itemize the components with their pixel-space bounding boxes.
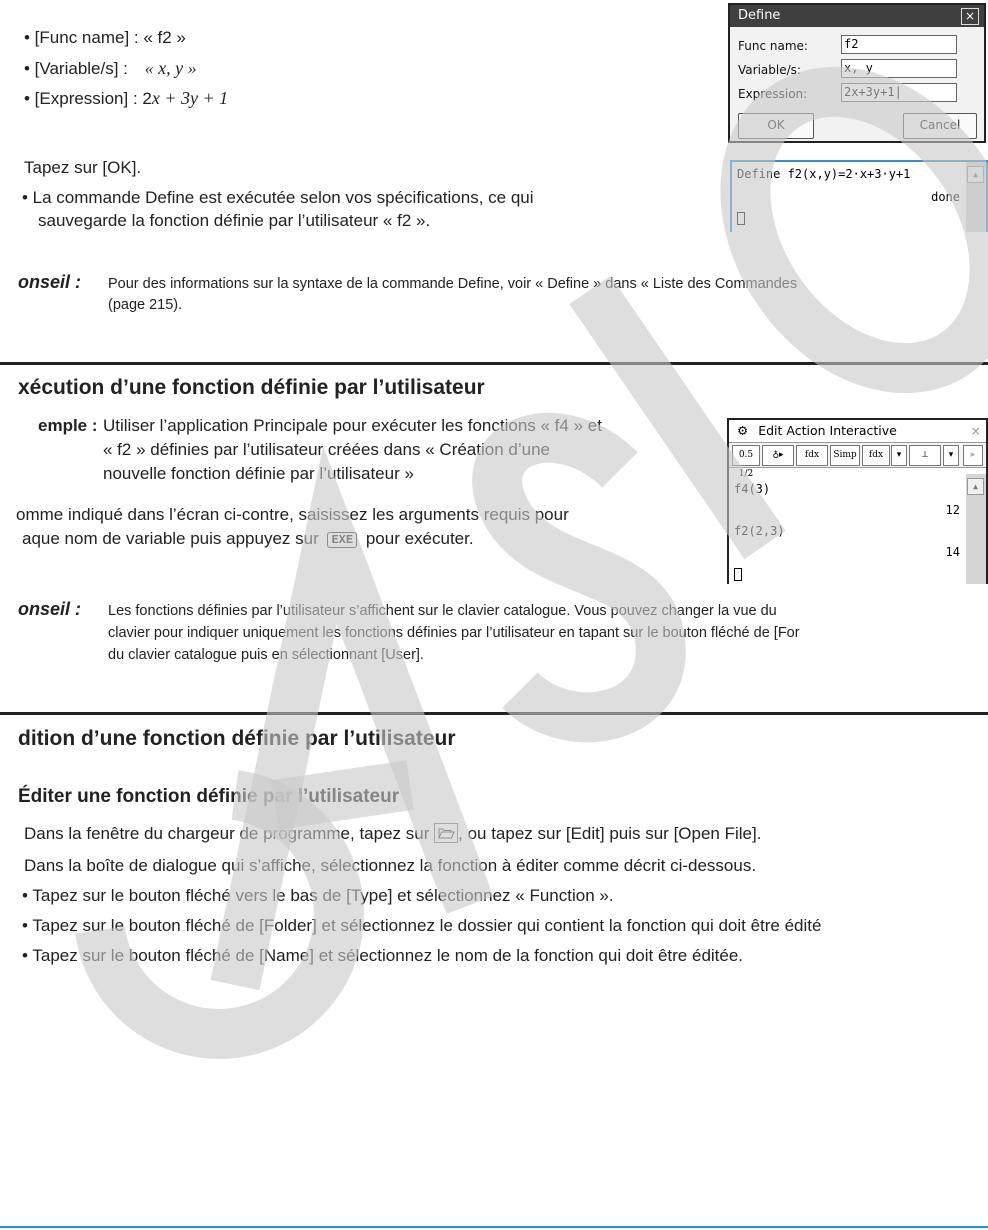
define-dialog: [728, 3, 986, 143]
conseil-text-line2: (page 215).: [108, 297, 183, 313]
integral-icon[interactable]: fdx: [796, 445, 828, 466]
define-result-screen: [730, 160, 988, 232]
edit-bullet-folder: • Tapez sur le bouton fléché de [Folder] et sélectionnez le dossier qui contient la fonction qui doit être édité: [22, 916, 822, 935]
dialog-title: Define: [738, 8, 781, 23]
note-define-line2: sauvegarde la fonction définie par l’utilisateur « f2 ».: [38, 211, 431, 230]
note-define-line1: • La commande Define est exécutée selon vos spécifications, ce qui: [22, 188, 534, 207]
cancel-button[interactable]: Cancel: [903, 113, 977, 139]
conseil-text-line2: clavier pour indiquer uniquement les fonctions définies par l’utilisateur en tapant sur le bouton fléché de [For: [108, 625, 800, 641]
param-func-name: • [Func name] : « f2 »: [24, 28, 186, 47]
edit-step1: [24, 823, 761, 844]
input-f4: f4(3): [734, 482, 771, 496]
fdx-edit-icon[interactable]: fdx: [862, 445, 890, 466]
output-f4: 12: [945, 503, 960, 517]
close-icon[interactable]: ×: [970, 423, 981, 438]
variables-label: Variable/s:: [738, 63, 801, 77]
scrollbar[interactable]: [966, 162, 986, 232]
chevron-down-icon[interactable]: ▾: [891, 445, 907, 466]
section-rule: [0, 712, 988, 715]
edit-step1-end: , ou tapez sur [Edit] puis sur [Open File].: [458, 824, 762, 843]
variables-field[interactable]: x, y: [841, 59, 957, 78]
define-result: done: [931, 190, 960, 204]
example-line1: Utiliser l’application Principale pour exécuter les fonctions « f4 » et: [103, 416, 602, 435]
settings-gear-icon[interactable]: ⚙: [737, 423, 749, 438]
drag-hand-icon[interactable]: ♁▸: [762, 445, 794, 466]
exe-key-icon: EXE: [327, 532, 357, 548]
input-cursor[interactable]: [737, 212, 745, 226]
edit-bullet-name: • Tapez sur le bouton fléché de [Name] et sélectionnez le nom de la fonction qui doit être éditée.: [22, 946, 744, 965]
step-tap-ok: Tapez sur [OK].: [24, 158, 142, 177]
dialog-titlebar: [730, 5, 984, 27]
param-expression-value: x + 3y + 1: [151, 88, 229, 108]
menu-items[interactable]: Edit Action Interactive: [758, 423, 897, 438]
output-f2: 14: [945, 545, 960, 559]
conseil-label: onseil :: [18, 599, 82, 619]
chevron-right-icon[interactable]: ▸: [963, 445, 983, 466]
param-variables: [24, 58, 197, 79]
define-command-line: Define f2(x,y)=2·x+3·y+1: [737, 167, 911, 181]
graph-icon[interactable]: ⟂: [909, 445, 941, 466]
input-f2: f2(2,3): [734, 524, 785, 538]
step-line2: [22, 529, 474, 549]
section-heading: xécution d’une fonction définie par l’utilisateur: [18, 376, 485, 399]
param-expression-label: • [Expression] : 2: [24, 89, 152, 108]
step-line2-end: pour exécuter.: [365, 529, 474, 548]
section-heading: dition d’une fonction définie par l’utilisateur: [18, 727, 456, 750]
example-line3: nouvelle fonction définie par l’utilisateur »: [103, 464, 414, 483]
edit-step2: Dans la boîte de dialogue qui s’affiche, sélectionnez la fonction à éditer comme décrit ci-dessous.: [24, 856, 757, 875]
bottom-rule: [0, 1226, 988, 1228]
chevron-down-icon[interactable]: ▾: [943, 445, 959, 466]
conseil-text-line1: Pour des informations sur la syntaxe de la commande Define, voir « Define » dans « Liste des Commandes: [108, 276, 798, 292]
simp-button[interactable]: Simp: [830, 445, 860, 466]
fraction-decimal-icon[interactable]: 0.5 1/2: [732, 445, 760, 466]
conseil-text-line1: Les fonctions définies par l’utilisateur s’affichent sur le clavier catalogue. Vous pouvez changer la vue du: [108, 603, 777, 619]
toolbar: [729, 443, 986, 479]
ok-button[interactable]: OK: [738, 113, 814, 139]
scroll-up-icon[interactable]: ▲: [967, 478, 984, 495]
open-folder-icon: [434, 823, 458, 843]
edit-bullet-type: • Tapez sur le bouton fléché vers le bas de [Type] et sélectionnez « Function ».: [22, 886, 614, 905]
example-line2: « f2 » définies par l’utilisateur créées dans « Création d’une: [103, 440, 550, 459]
subheading: Éditer une fonction définie par l’utilisateur: [18, 786, 400, 807]
menu-bar: [729, 420, 986, 443]
conseil-text-line3: du clavier catalogue puis en sélectionnant [User].: [108, 647, 424, 663]
scroll-up-icon[interactable]: ▲: [967, 166, 984, 183]
param-variables-value: « x, y »: [144, 58, 197, 78]
edit-step1-text: Dans la fenêtre du chargeur de programme, tapez sur: [24, 824, 430, 843]
expression-field[interactable]: 2x+3y+1|: [841, 83, 957, 102]
step-line1: omme indiqué dans l’écran ci-contre, saisissez les arguments requis pour: [16, 505, 569, 524]
section-rule: [0, 362, 988, 365]
func-name-label: Func name:: [738, 39, 808, 53]
step-line2-text: aque nom de variable puis appuyez sur: [22, 529, 319, 548]
param-variables-label: • [Variable/s] :: [24, 59, 128, 78]
close-icon[interactable]: ×: [961, 8, 979, 25]
conseil-label: onseil :: [18, 272, 82, 292]
main-app-screen: [727, 418, 988, 584]
example-label: emple :: [38, 416, 98, 435]
input-cursor[interactable]: [734, 568, 742, 582]
expression-label: Expression:: [738, 87, 808, 101]
func-name-field[interactable]: f2: [841, 35, 957, 54]
scrollbar[interactable]: [966, 474, 986, 584]
param-expression: [24, 88, 228, 109]
